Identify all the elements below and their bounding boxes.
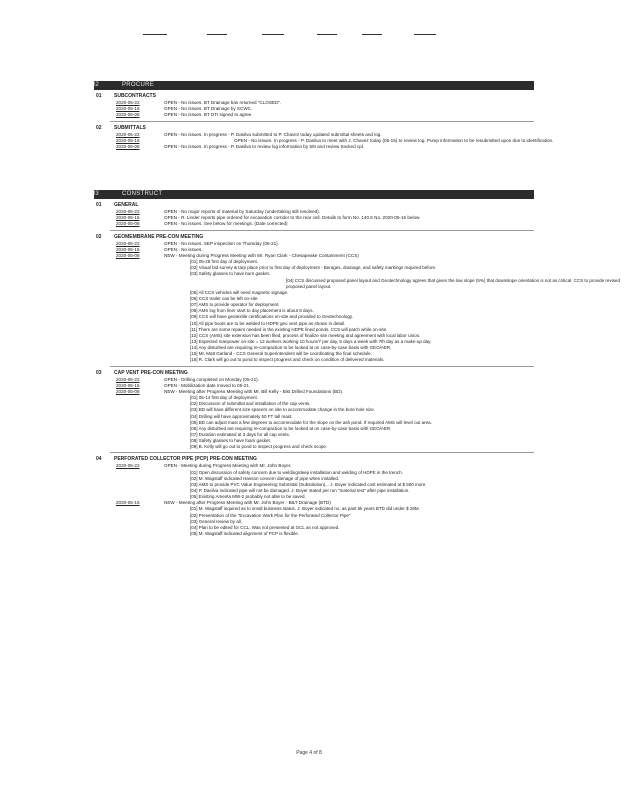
row-date: 2020-05-08	[116, 112, 140, 118]
list-item	[94, 357, 534, 363]
item-text: [09] B. Kelly will go out to pond to inspect progress and check scope.	[190, 444, 328, 450]
item-text: [16] R. Clark will go out to pond to inspect progress and check on condition of delivered materials.	[190, 357, 385, 363]
row-date: 2020-05-15	[116, 215, 140, 221]
item-text: [03] General review by all.	[190, 518, 243, 524]
item-text: [01] 05-14 first day of deployment.	[190, 395, 259, 401]
item-text: [12] CCS (AMS) site extension has been filed, process of finalize site meeting and agreement with local labor union.	[190, 332, 421, 338]
row-text: OPEN - No issues. In progress - P. Dasilva to review log information by 5/8 and review tracked cpl.	[164, 143, 365, 149]
header-rule-5	[362, 34, 382, 35]
row-date: 2020-05-22	[116, 131, 140, 137]
status-row	[94, 112, 534, 118]
item-text: [04] CCS discussed proposed panel layout and Geotechnology agrees that given the low slope (5%) that downslope orientation is not as critical. CCS to provide revised proposed panel layout.	[286, 277, 620, 289]
row-date: 2020-05-08	[116, 221, 140, 227]
subsection-number: 02	[96, 233, 102, 240]
section-construct	[92, 190, 620, 537]
divider	[110, 366, 534, 367]
subsection-title: PERFORATED COLLECTOR PIPE (PCP) PRE-CON MEETING	[114, 456, 257, 463]
list-item	[94, 277, 620, 290]
section-title: CONSTRUCT	[122, 191, 163, 197]
section-header	[94, 81, 534, 90]
row-text: NEW - Meeting after Progress Meeting with Mr. John Boyer - B&T Drainage (BTD)	[164, 500, 331, 506]
header-rule-4	[317, 34, 337, 35]
row-text: OPEN - R. Linder reports pipe ordered for excavation corridor to the rear cell. Details to form No. 140.5 No. 2020-05-15 below.	[164, 215, 421, 221]
item-text: [02] M. Wagstaff indicated Hanson concern damage of pipe when installed.	[190, 475, 340, 481]
row-text: OPEN - No issues.	[164, 246, 203, 252]
subsection-number: 04	[96, 456, 102, 463]
row-date: 2020-05-08	[116, 388, 140, 394]
row-date: 2020-05-08	[116, 252, 140, 258]
row-text: OPEN - No issues. BT Drainage has returned "CLOSED".	[164, 100, 282, 105]
subsection-header	[94, 456, 534, 463]
header-rule-1	[143, 34, 167, 35]
item-text: [02] Discussion of submittal and installation of the cap vents.	[190, 401, 311, 407]
status-row	[94, 221, 534, 227]
row-date: 2020-05-22	[116, 209, 140, 214]
page-footer: Page 4 of 8	[296, 750, 322, 756]
row-text: OPEN - Drilling completed on Monday (05-21).	[164, 376, 259, 382]
row-text: OPEN - No major reports of material by Saturday (undertaking still resolved).	[164, 209, 320, 214]
item-text: [01] M. Wagstaff inquired as to small business status. J. Boyer indicated no, as past 5k years BTD did under $ 28M.	[190, 506, 420, 512]
item-text: [03] AMS to provide PVC Value Engineering Submittal (Substitution)... J. Boyer indicated cost estimated at $ 500 more.	[190, 481, 427, 487]
row-text: OPEN - No issues. In progress - P. Dasilva submitted to P. Chavez today updated submittal sheets and log.	[164, 131, 382, 137]
subsection-header	[94, 202, 534, 209]
row-date: 2020-05-15	[116, 106, 140, 112]
row-text: OPEN - No issues. BT DTI signed to agree.	[164, 112, 253, 118]
header-rule-2	[207, 34, 227, 35]
subsection-header	[94, 93, 534, 100]
item-text: [03] Safety glasses to have burn gasket.	[190, 271, 271, 277]
subsection-title: SUBCONTRACTS	[114, 93, 156, 99]
subsection-number: 03	[96, 369, 102, 376]
section-procure	[92, 81, 554, 150]
subsection-header	[94, 370, 534, 377]
header-rule-6	[414, 34, 436, 35]
divider	[110, 230, 534, 231]
row-text: OPEN - No issues. In progress - P. Dasilva to meet with J. Chavez today (05-15) to review log. Pump information to be resubmitted upon due to identification.	[234, 137, 554, 143]
header-rule-3	[262, 34, 284, 35]
subsection-title: GEOMEMBRANE PRE-CON MEETING	[114, 233, 204, 240]
item-text: [13] Expected manpower on-site = 12 workers working 10 hours/7 per day, 5 days a week with 7th day as a make-up day.	[190, 338, 432, 344]
item-text: [04] P. Dasilva indicated pipe will not be damaged. J. Boyer stated per run "material test" after pipe installation.	[190, 487, 410, 493]
item-text: [06] Any disturbed are requiring re-compaction to be looked at on case-by-case basis with GEO/AER.	[190, 425, 392, 431]
row-date: 2020-05-15	[116, 382, 140, 388]
item-text: [11] There are some repairs needed in the existing HDPE lined ponds. CCS will patch while on-site.	[190, 326, 388, 332]
subsection-title: CAP VENT PRE-CON MEETING	[114, 369, 188, 376]
item-text: [02] Presentation of the "Excavation Work Plan for the Perforated Collector Pipe"	[190, 512, 351, 518]
item-text: [07] Duration estimated at 3 days for all cap vents.	[190, 431, 291, 437]
list-item	[94, 531, 534, 537]
subsection-header	[94, 234, 534, 241]
item-text: [05] BD can adjust mast a few degrees to accommodate for the slope on the ash pond. If required AMS will level out area.	[190, 419, 432, 425]
item-text: [01] 05-28 first day of deployment.	[190, 259, 259, 265]
row-date: 2020-05-22	[116, 100, 140, 105]
row-date: 2020-05-15	[116, 137, 140, 143]
row-text: NEW - Meeting after Progress Meeting with Mr. Bill Kelly - Bist Drilled Foundations (BD).	[164, 388, 344, 394]
item-text: [07] AMS to provide operator for deployment.	[190, 302, 280, 308]
section-title: PROCURE	[122, 82, 155, 88]
item-text: [09] CCS will have geotextile certifications on-site and provided to Geotechnology.	[190, 314, 354, 320]
row-text: OPEN - Mobilization date moved to 05-21.	[164, 382, 251, 388]
row-text: OPEN - No issues. See below for meetings. (Date corrected)	[164, 221, 288, 227]
item-text: [04] Drilling will have approximately 50 FT tall mast.	[190, 413, 293, 419]
item-text: [06] CCS trailer can be left on-site.	[190, 296, 259, 301]
item-text: [01] Open discussion of safety concern due to welding/deep installation and welding of HDPE in the trench.	[190, 469, 403, 475]
item-text: [10] All pipe boots are to be welded to HDPE geo vent pipe as shown in detail.	[190, 320, 346, 326]
item-text: [04] Plan to be edited for CCL. Was not presented at GCL as not approved.	[190, 524, 340, 530]
section-number: 02	[92, 82, 99, 88]
subsection-number: 02	[96, 124, 102, 131]
item-text: [05] Existing Amenta MW-2 probably not able to be saved.	[190, 494, 306, 500]
row-text: OPEN - No issues. SEP inspection on Thursday (05-21).	[164, 240, 279, 246]
row-text: NEW - Meeting during Progress Meeting with Mr. Ryan Clark - Chesapeake Containment (CCS)	[164, 252, 359, 258]
subsection-header	[94, 125, 534, 132]
row-date: 2020-05-15	[116, 500, 140, 506]
item-text: [08] Safety glasses to have foam gasket.	[190, 438, 272, 444]
divider	[110, 452, 534, 453]
section-number: 03	[92, 191, 99, 197]
status-row	[94, 144, 534, 150]
subsection-title: GENERAL	[114, 202, 139, 208]
item-text: [14] Any disturbed are requiring re-compaction to be looked at on case-by-case basis with GEO/AER.	[190, 345, 392, 351]
list-item	[94, 444, 534, 450]
item-text: [08] AMS log from liner start to day placement is about 8 days.	[190, 308, 314, 314]
subsection-title: SUBMITTALS	[114, 124, 146, 131]
item-text: [05] M. Wagstaff indicated alignment of PCP is flexible.	[190, 531, 299, 537]
row-date: 2020-05-22	[116, 376, 140, 382]
row-date: 2020-05-08	[116, 143, 140, 149]
section-header	[94, 190, 534, 199]
row-date: 2020-05-22	[116, 240, 140, 246]
row-date: 2020-05-22	[116, 463, 140, 469]
subsection-number: 01	[96, 202, 102, 208]
item-text: [03] BD will have different size spacers on site to accommodate change in the bore hole size.	[190, 407, 376, 413]
subsection-number: 01	[96, 93, 102, 99]
row-date: 2020-05-15	[116, 246, 140, 252]
row-text: OPEN - Meeting during Progress Meeting with Mr. John Boyer.	[164, 463, 292, 469]
item-text: [05] All CCS vehicles will need magnetic signage.	[190, 289, 289, 295]
item-text: [02] Visual bid survey & tarp place prior to first day of deployment - Berages, drainage, and safety markings required before.	[190, 265, 437, 271]
divider	[110, 121, 534, 122]
item-text: [15] Mr. Matt Garland - CCS General Superintendent will be coordinating the final schedule.	[190, 351, 372, 357]
row-text: OPEN - No issues. BT Drainage by SCWC.	[164, 106, 253, 112]
